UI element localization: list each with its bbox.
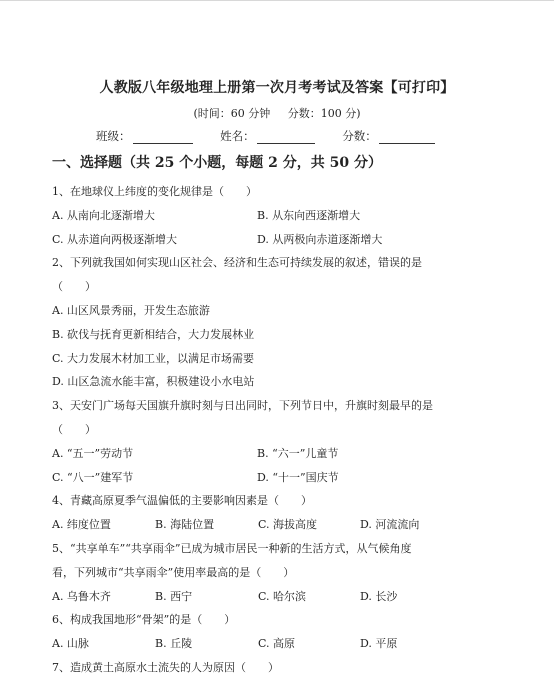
- class-blank[interactable]: [133, 131, 193, 144]
- name-field: [220, 128, 315, 144]
- exam-info: [0, 105, 554, 121]
- option-b: B. 从东向西逐渐增大: [257, 208, 361, 222]
- option-row: [52, 632, 472, 656]
- option-c: C. 高原: [258, 637, 296, 651]
- question-stem: 1、在地球仪上纬度的变化规律是（ ）: [52, 185, 257, 198]
- option-c: C. 从赤道向两极逐渐增大: [52, 232, 178, 246]
- option-d: D. 平原: [360, 637, 398, 651]
- exam-total-score: 分数：100 分): [287, 107, 361, 120]
- option-a: A. 山脉: [52, 637, 89, 651]
- option-row: [52, 513, 472, 537]
- question-stem: 6、构成我国地形“骨架”的是（ ）: [52, 613, 236, 627]
- score-label: 分数：: [342, 129, 377, 143]
- score-field: [342, 128, 435, 144]
- question-stem: 7、造成黄土高原水土流失的人为原因（ ）: [52, 660, 279, 674]
- option-c: C. “八一”建军节: [52, 470, 134, 484]
- option-row: [52, 228, 472, 252]
- option-row: [52, 585, 472, 609]
- option-c: C. 大力发展木材加工业，以满足市场需要: [52, 351, 255, 365]
- question-stem: 5、“共享单车”“共享雨伞”已成为城市居民一种新的生活方式，从气候角度: [52, 541, 412, 555]
- question-stem-continued: （ ）: [52, 280, 96, 294]
- option-d: D. “十一”国庆节: [257, 470, 339, 484]
- option-d: D. 从两极向赤道逐渐增大: [257, 232, 383, 246]
- option-c: C. 哈尔滨: [258, 589, 307, 603]
- option-b: B. 砍伐与抚育更新相结合，大力发展林业: [52, 327, 255, 341]
- option-c: C. 海拔高度: [258, 518, 318, 532]
- option-b: B. 丘陵: [155, 637, 193, 651]
- name-blank[interactable]: [257, 131, 315, 144]
- option-row: [52, 466, 472, 490]
- question-list: [52, 180, 472, 680]
- question-stem-continued: 看，下列城市“共享雨伞”使用率最高的是（ ）: [52, 565, 295, 579]
- question-stem: 2、下列就我国如何实现山区社会、经济和生态可持续发展的叙述，错误的是: [52, 256, 422, 270]
- option-b: B. 海陆位置: [155, 518, 215, 532]
- option-d: D. 长沙: [360, 589, 398, 603]
- class-field: [96, 128, 193, 144]
- option-d: D. 河流流向: [360, 518, 420, 532]
- score-blank[interactable]: [379, 131, 435, 144]
- section-heading: 一、选择题（共 25 个小题，每题 2 分，共 50 分）: [52, 155, 382, 171]
- option-b: B. 西宁: [155, 589, 193, 603]
- option-a: A. 从南向北逐渐增大: [52, 208, 155, 222]
- option-b: B. “六一”儿童节: [257, 446, 339, 460]
- option-a: A. 乌鲁木齐: [52, 589, 111, 603]
- name-label: 姓名：: [220, 129, 255, 143]
- option-row: [52, 204, 472, 228]
- option-row: [52, 442, 472, 466]
- option-a: A. 纬度位置: [52, 518, 111, 532]
- class-label: 班级：: [96, 129, 131, 143]
- option-d: D. 山区急流水能丰富，积极建设小水电站: [52, 375, 255, 389]
- option-a: A. 山区风景秀丽，开发生态旅游: [52, 303, 210, 317]
- top-border: [0, 0, 554, 1]
- exam-time: (时间：60 分钟: [193, 107, 271, 120]
- exam-title: 人教版八年级地理上册第一次月考考试及答案【可打印】: [99, 80, 455, 96]
- option-a: A. “五一”劳动节: [52, 446, 134, 460]
- question-stem: 4、青藏高原夏季气温偏低的主要影响因素是（ ）: [52, 494, 312, 508]
- question-stem-continued: （ ）: [52, 422, 96, 436]
- student-info-fields: [96, 128, 459, 144]
- question-stem: 3、天安门广场每天国旗升旗时刻与日出同时，下列节日中，升旗时刻最早的是: [52, 399, 433, 413]
